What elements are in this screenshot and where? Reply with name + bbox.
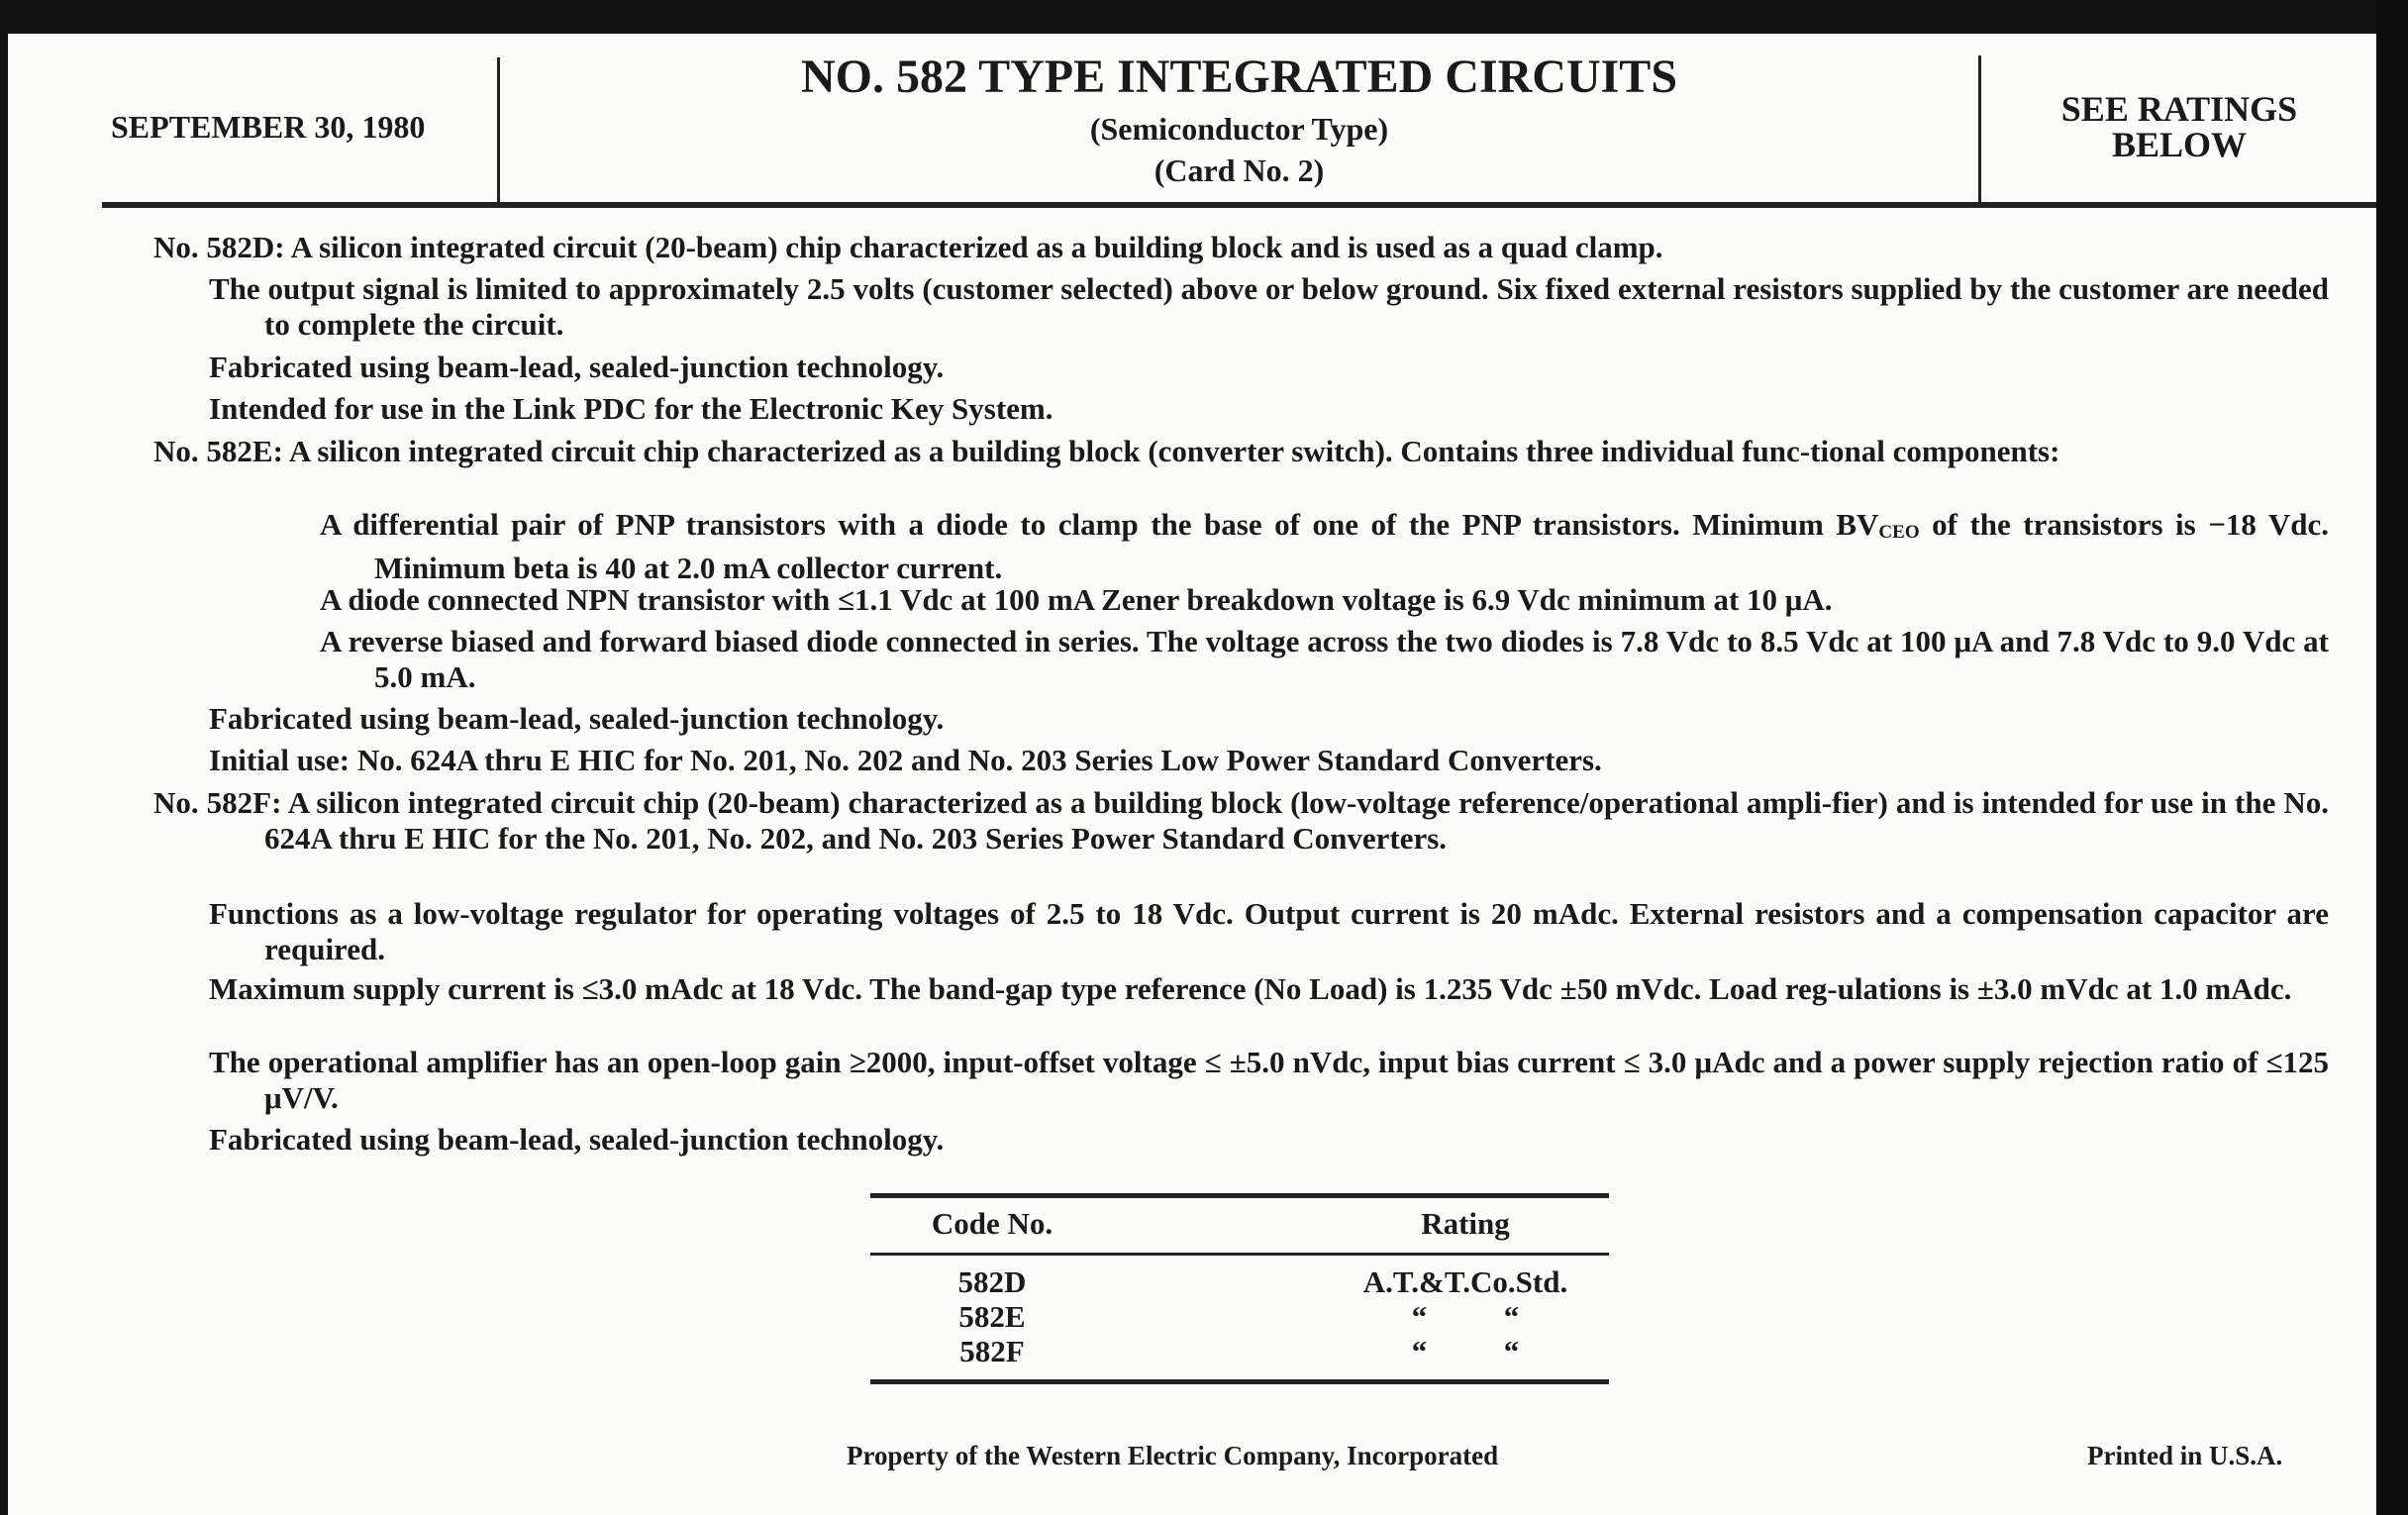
card-number: (Card No. 2) bbox=[1154, 152, 1325, 188]
table-header-rule bbox=[870, 1253, 1609, 1256]
table-top-rule bbox=[870, 1193, 1609, 1198]
scan-edge bbox=[2376, 0, 2408, 1515]
issue-date: SEPTEMBER 30, 1980 bbox=[111, 109, 426, 145]
paragraph-582f-fabrication: Fabricated using beam-lead, sealed-junction technology. bbox=[209, 1122, 945, 1157]
paragraph-582e-diodes: A reverse biased and forward biased diode connected in series. The voltage across the two diodes is 7.8 Vdc to 8.5 Vdc at 100 μA and 7.8 Vdc to 9.0 Vdc at 5.0 mA. bbox=[320, 624, 2329, 694]
paragraph-582d: No. 582D: A silicon integrated circuit (20-beam) chip characterized as a building block and is used as a quad clamp. bbox=[153, 230, 1663, 264]
paragraph-582f-regulator: Functions as a low-voltage regulator for operating voltages of 2.5 to 18 Vdc. Output current is 20 mAdc. External resistors and a compensation capacitor are required. bbox=[209, 896, 2329, 966]
paragraph-582d-fabrication: Fabricated using beam-lead, sealed-junction technology. bbox=[209, 350, 945, 384]
property-notice: Property of the Western Electric Company, Incorporated bbox=[847, 1441, 1499, 1470]
paragraph-582f: No. 582F: A silicon integrated circuit chip (20-beam) characterized as a building block (low-voltage reference/operational ampli-fier) and is intended for use in the No. 624A thru E HIC for the No. 201, No. 202, and No. 203 Series Power Standard Converters. bbox=[153, 785, 2329, 856]
paragraph-582e-fabrication: Fabricated using beam-lead, sealed-junction technology. bbox=[209, 701, 945, 736]
page-title: NO. 582 TYPE INTEGRATED CIRCUITS bbox=[800, 50, 1678, 103]
paragraph-582f-opamp: The operational amplifier has an open-loop gain ≥2000, input-offset voltage ≤ ±5.0 nVdc, input bias current ≤ 3.0 μAdc and a power supply rejection ratio of ≤125 μV/V. bbox=[209, 1045, 2329, 1115]
pnp-text-a: A differential pair of PNP transistors with a diode to clamp the base of one of the PNP transistors. Minimum BV bbox=[320, 507, 1879, 542]
printed-notice: Printed in U.S.A. bbox=[2087, 1441, 2283, 1470]
paragraph-582f-supply: Maximum supply current is ≤3.0 mAdc at 18 Vdc. The band-gap type reference (No Load) is 1.235 Vdc ±50 mVdc. Load reg-ulations is ±3.0 mVdc at 1.0 mAdc. bbox=[209, 971, 2292, 1006]
column-header-rating: Rating bbox=[1421, 1206, 1510, 1241]
column-header-code: Code No. bbox=[931, 1206, 1054, 1241]
paragraph-582e-use: Initial use: No. 624A thru E HIC for No. 201, No. 202 and No. 203 Series Low Power Standard Converters. bbox=[209, 743, 1602, 777]
header-divider-right bbox=[1978, 55, 1981, 204]
paragraph-582d-use: Intended for use in the Link PDC for the Electronic Key System. bbox=[209, 391, 1054, 426]
code-cell: 582D bbox=[957, 1264, 1027, 1299]
page-subtitle: (Semiconductor Type) bbox=[1089, 111, 1389, 147]
rating-cell: “ “ bbox=[1411, 1299, 1520, 1334]
code-cell: 582E bbox=[958, 1299, 1026, 1334]
rating-cell: “ “ bbox=[1411, 1334, 1520, 1368]
header-rule bbox=[102, 202, 2376, 208]
code-cell: 582F bbox=[959, 1334, 1025, 1368]
paragraph-582e-pnp bbox=[320, 507, 2329, 586]
paragraph-582d-output: The output signal is limited to approximately 2.5 volts (customer selected) above or below ground. Six fixed external resistors supplied by the customer are needed to complete the circuit. bbox=[209, 271, 2329, 342]
rating-cell: A.T.&T.Co.Std. bbox=[1362, 1264, 1568, 1299]
ratings-note bbox=[1982, 91, 2376, 162]
ratings-note-line1: SEE RATINGS bbox=[2060, 89, 2298, 129]
table-bottom-rule bbox=[870, 1379, 1609, 1384]
ratings-note-line2: BELOW bbox=[2111, 125, 2248, 164]
paragraph-582e-npn: A diode connected NPN transistor with ≤1.1 Vdc at 100 mA Zener breakdown voltage is 6.9 Vdc minimum at 10 μA. bbox=[320, 582, 1833, 617]
bvceo-subscript: CEO bbox=[1878, 522, 1920, 543]
paragraph-582e: No. 582E: A silicon integrated circuit chip characterized as a building block (converter switch). Contains three individual func-tional components: bbox=[153, 434, 2060, 468]
pnp-text-b: of the transistors is −18 Vdc. Minimum beta is 40 at 2.0 mA collector current. bbox=[374, 507, 2329, 585]
